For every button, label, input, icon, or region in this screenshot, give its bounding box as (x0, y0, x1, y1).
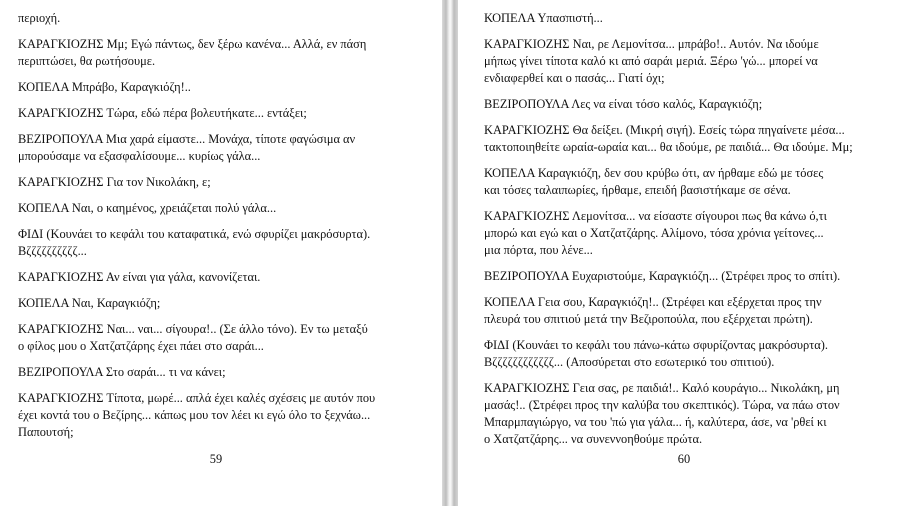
book-gutter (442, 0, 458, 506)
text-line: Μπαρμπαγιώργο, να του 'πώ για γάλα... ή, καλύτερα, άσε, να 'ρθεί κι (484, 415, 827, 429)
text-line: ΚΟΠΕΛΑ Γεια σου, Καραγκιόζη!.. (Στρέφει και εξέρχεται προς την (484, 295, 822, 309)
dialogue-paragraph (484, 122, 893, 156)
text-line: ΚΑΡΑΓΚΙΟΖΗΣ Αν είναι για γάλα, κανονίζεται. (18, 270, 261, 284)
text-line: ΚΟΠΕΛΑ Ναι, ο καημένος, χρειάζεται πολύ γάλα... (18, 201, 277, 215)
dialogue-paragraph (484, 268, 893, 285)
text-line: ΚΑΡΑΓΚΙΟΖΗΣ Τίποτα, μωρέ... απλά έχει καλές σχέσεις με αυτόν που (18, 391, 376, 405)
dialogue-paragraph (18, 79, 430, 96)
text-line: μπορούσαμε να εξασφαλίσουμε... κυρίως γάλα... (18, 149, 261, 163)
dialogue-paragraph (484, 96, 893, 113)
dialogue-paragraph (18, 390, 430, 441)
dialogue-paragraph (484, 165, 893, 199)
dialogue-paragraph (484, 36, 893, 87)
text-line: ΦΙΔΙ (Κουνάει το κεφάλι του καταφατικά, ενώ σφυρίζει μακρόσυρτα). (18, 227, 371, 241)
text-line: ΒΕΖΙΡΟΠΟΥΛΑ Στο σαράι... τι να κάνει; (18, 365, 226, 379)
dialogue-paragraph (18, 36, 430, 70)
right-page-body (484, 10, 893, 448)
text-line: ΚΑΡΑΓΚΙΟΖΗΣ Λεμονίτσα... να είσαστε σίγουροι πως θα κάνω ό,τι (484, 209, 827, 223)
dialogue-paragraph (18, 269, 430, 286)
text-line: ΚΑΡΑΓΚΙΟΖΗΣ Θα δείξει. (Μικρή σιγή). Εσείς τώρα πηγαίνετε μέσα... (484, 123, 845, 137)
dialogue-paragraph (484, 208, 893, 259)
dialogue-paragraph (18, 226, 430, 260)
dialogue-paragraph (484, 10, 893, 27)
text-line: ΚΑΡΑΓΚΙΟΖΗΣ Για τον Νικολάκη, ε; (18, 175, 211, 189)
dialogue-paragraph (18, 364, 430, 381)
text-line: ενδιαφερθεί και ο πασάς... Γιατί όχι; (484, 71, 665, 85)
text-line: πλευρά του σπιτιού μετά την Βεζιροπούλα, που εξέρχεται πρώτη). (484, 312, 813, 326)
text-line: Βζζζζζζζζζζζζ... (Αποσύρεται στο εσωτερικό του σπιτιού). (484, 355, 775, 369)
text-line: ΚΑΡΑΓΚΙΟΖΗΣ Ναι... ναι... σίγουρα!.. (Σε άλλο τόνο). Εν τω μεταξύ (18, 322, 368, 336)
text-line: ΚΟΠΕΛΑ Μπράβο, Καραγκιόζη!.. (18, 80, 191, 94)
dialogue-paragraph (18, 174, 430, 191)
text-line: περιπτώσει, θα ρωτήσουμε. (18, 54, 156, 68)
text-line: ΚΟΠΕΛΑ Υπασπιστή... (484, 11, 603, 25)
page-number: 60 (677, 452, 691, 466)
text-line: Βζζζζζζζζζζ... (18, 244, 87, 258)
text-line: ΚΟΠΕΛΑ Ναι, Καραγκιόζη; (18, 296, 161, 310)
text-line: ΚΑΡΑΓΚΙΟΖΗΣ Γεια σας, ρε παιδιά!.. Καλό κουράγιο... Νικολάκη, μη (484, 381, 840, 395)
text-line: ΒΕΖΙΡΟΠΟΥΛΑ Λες να είναι τόσο καλός, Καραγκιόζη; (484, 97, 763, 111)
text-line: τακτοποιηθείτε ωραία-ωραία και... θα ιδούμε, ρε παιδιά... Θα ιδούμε. Μμ; (484, 140, 853, 154)
text-line: Παπουτσή; (18, 425, 74, 439)
text-line: ΚΟΠΕΛΑ Καραγκιόζη, δεν σου κρύβω ότι, αν ήρθαμε εδώ με τόσες (484, 166, 824, 180)
text-line: περιοχή. (18, 11, 61, 25)
text-line: ο Χατζατζάρης... να συνεννοηθούμε πρώτα. (484, 432, 703, 446)
text-line: ΚΑΡΑΓΚΙΟΖΗΣ Τώρα, εδώ πέρα βολευτήκατε... εντάξει; (18, 106, 307, 120)
left-page (0, 0, 442, 506)
text-line: ΦΙΔΙ (Κουνάει το κεφάλι του πάνω-κάτω σφυρίζοντας μακρόσυρτα). (484, 338, 828, 352)
text-line: μια πόρτα, που λένε... (484, 243, 593, 257)
text-line: και τόσες ταλαιπωρίες, ήρθαμε, επειδή βασιστήκαμε σε σένα. (484, 183, 791, 197)
dialogue-paragraph (484, 294, 893, 328)
text-line: ΚΑΡΑΓΚΙΟΖΗΣ Μμ; Εγώ πάντως, δεν ξέρω κανένα... Αλλά, εν πάση (18, 37, 367, 51)
dialogue-paragraph (18, 131, 430, 165)
dialogue-paragraph (484, 380, 893, 448)
left-page-body (18, 10, 430, 441)
text-line: ΚΑΡΑΓΚΙΟΖΗΣ Ναι, ρε Λεμονίτσα... μπράβο!.. Αυτόν. Να ιδούμε (484, 37, 819, 51)
text-line: μασάς!.. (Στρέφει προς την καλύβα του σκεπτικός). Τώρα, να πάω στον (484, 398, 840, 412)
page-number: 59 (209, 452, 223, 466)
dialogue-paragraph (484, 337, 893, 371)
text-line: ο φίλος μου ο Χατζατζάρης έχει πάει στο σαράι... (18, 339, 264, 353)
text-line: ΒΕΖΙΡΟΠΟΥΛΑ Ευχαριστούμε, Καραγκιόζη... (Στρέφει προς το σπίτι). (484, 269, 841, 283)
dialogue-paragraph (18, 200, 430, 217)
dialogue-paragraph (18, 105, 430, 122)
text-line: μπορώ και εγώ και ο Χατζατζάρης. Αλίμονο, τόσα χρόνια γείτονες... (484, 226, 824, 240)
text-line: μήπως γίνει τίποτα καλό κι από σαράι μεριά. Ξέρω 'γώ... μπορεί να (484, 54, 818, 68)
text-line: έχει κοντά του ο Βεζίρης... κάπως μου τον λέει κι εγώ όλο το ξεχνάω... (18, 408, 371, 422)
dialogue-paragraph (18, 10, 430, 27)
dialogue-paragraph (18, 321, 430, 355)
dialogue-paragraph (18, 295, 430, 312)
right-page (458, 0, 901, 506)
text-line: ΒΕΖΙΡΟΠΟΥΛΑ Μια χαρά είμαστε... Μονάχα, τίποτε φαγώσιμα αν (18, 132, 356, 146)
